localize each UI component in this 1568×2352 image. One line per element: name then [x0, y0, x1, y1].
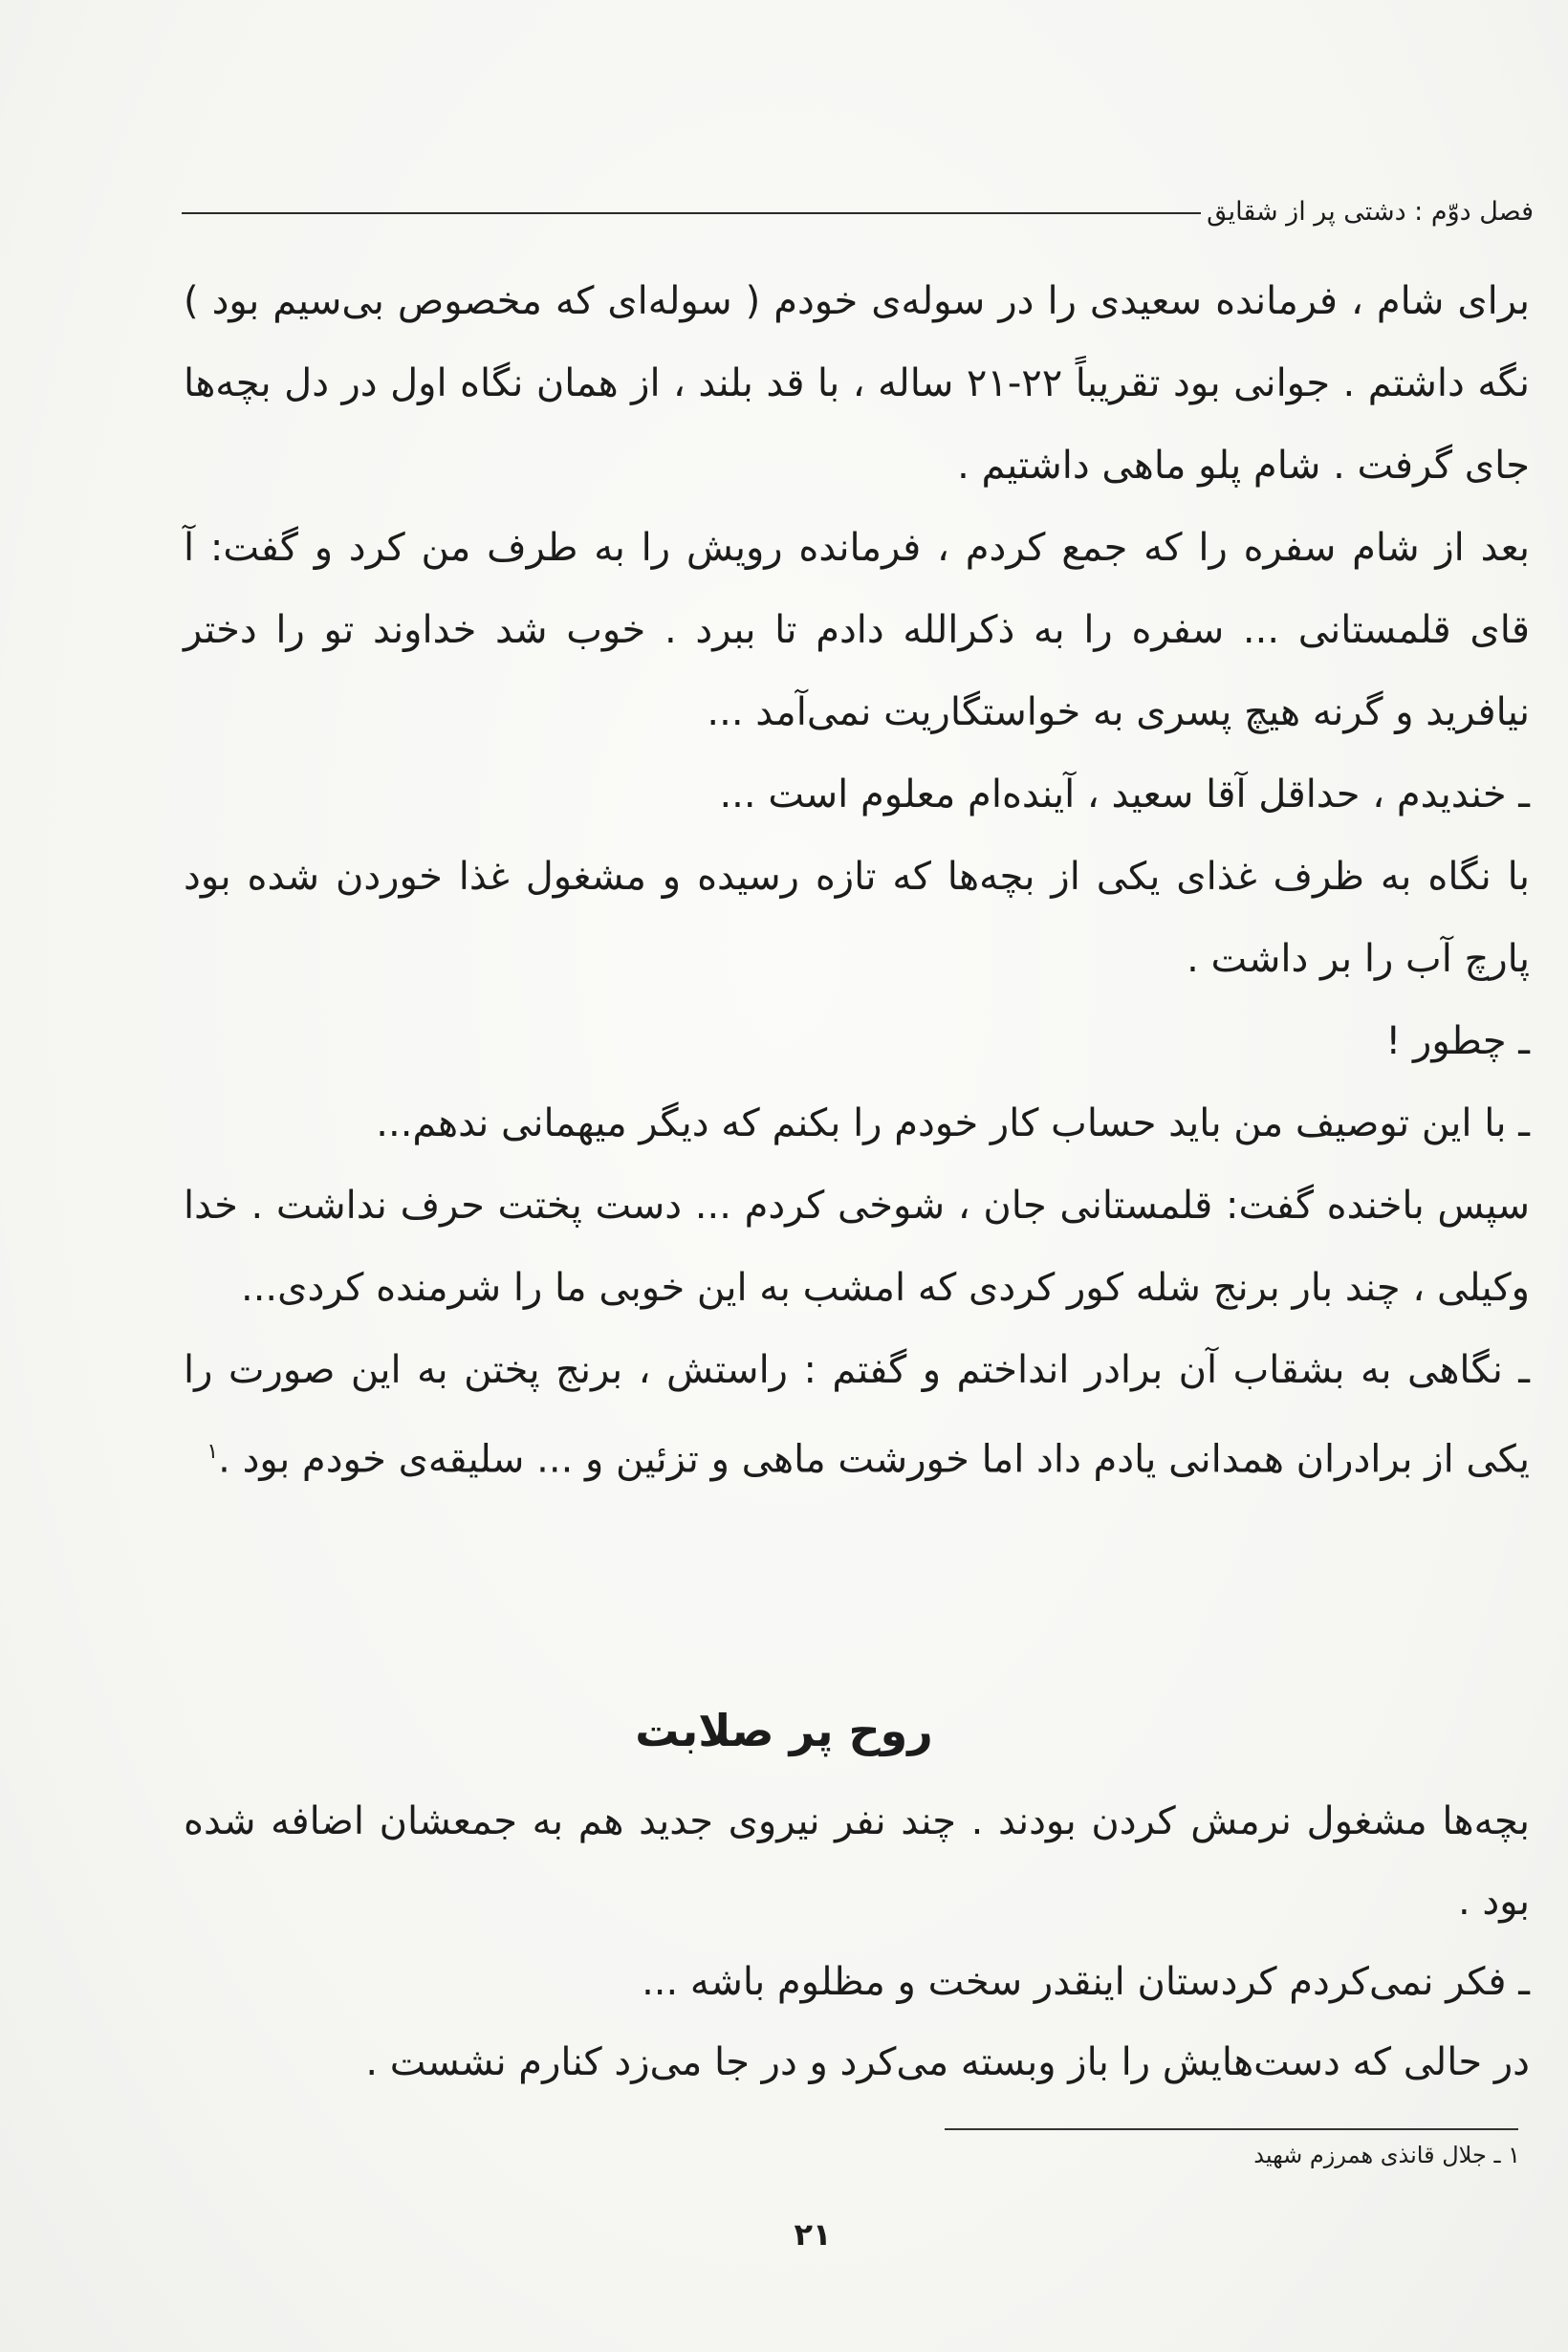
paragraph: ـ چطور !: [1385, 1019, 1530, 1063]
paragraph: ـ فکر نمی‌کردم کردستان اینقدر سخت و مظلوم باشه ...: [642, 1960, 1530, 2004]
chapter-title: فصل دوّم : دشتی پر از شقایق: [1207, 196, 1534, 227]
body-text: [184, 260, 1530, 1500]
paragraph: ـ خندیدم ، حداقل آقا سعید ، آینده‌ام معلوم است ...: [719, 773, 1530, 817]
paragraph: بچه‌ها مشغول نرمش کردن بودند . چند نفر نیروی جدید هم به جمعشان اضافه شده بود .: [184, 1799, 1530, 1924]
paragraph-text: ـ نگاهی به بشقاب آن برادر انداختم و گفتم : راستش ، برنج پختن به این صورت را یکی از برادران همدانی یادم داد اما خورشت ماهی و تزئین و ... سلیقه‌ی خودم بود .: [184, 1348, 1530, 1482]
section-body: [184, 1781, 1530, 2102]
footnote: ۱ ـ جلال قانذی همرزم شهید: [1253, 2142, 1520, 2168]
footnote-reference: ۱: [207, 1440, 219, 1464]
page-number: ۲۱: [794, 2216, 832, 2253]
paragraph: سپس باخنده گفت: قلمستانی جان ، شوخی کردم ... دست پختت حرف نداشت . خدا وکیلی ، چند بار برنج شله کور کردی که امشب به این خوبی ما را شرمنده کردی...: [184, 1184, 1530, 1310]
paragraph: ـ با این توصیف من باید حساب کار خودم را بکنم که دیگر میهمانی ندهم...: [376, 1101, 1530, 1145]
paragraph: برای شام ، فرمانده سعیدی را در سوله‌ی خودم ( سوله‌ای که مخصوص بی‌سیم بود ) نگه داشتم . جوانی بود تقریباً ۲۲-۲۱ ساله ، با قد بلند ، از همان نگاه اول در دل بچه‌ها جای گرفت . شام پلو ماهی داشتیم .: [184, 279, 1530, 488]
footnote-rule: [945, 2128, 1518, 2130]
paragraph: بعد از شام سفره را که جمع کردم ، فرمانده رویش را به طرف من کرد و گفت: آ قای قلمستانی ... سفره را به ذکرالله دادم تا ببرد . خوب شد خداوند تو را دختر نیافرید و گرنه هیچ پسری به خواستگاریت نمی‌آمد ...: [184, 526, 1530, 734]
paragraph: در حالی که دست‌هایش را باز وبسته می‌کرد و در جا می‌زد کنارم نشست .: [365, 2040, 1530, 2084]
section-heading: روح پر صلابت: [635, 1705, 933, 1756]
header-rule: [182, 212, 1201, 214]
running-header: [182, 187, 1534, 235]
paragraph-with-footnote: [184, 1329, 1530, 1500]
paragraph: با نگاه به ظرف غذای یکی از بچه‌ها که تازه رسیده و مشغول غذا خوردن شده بود پارچ آب را بر داشت .: [184, 855, 1530, 981]
